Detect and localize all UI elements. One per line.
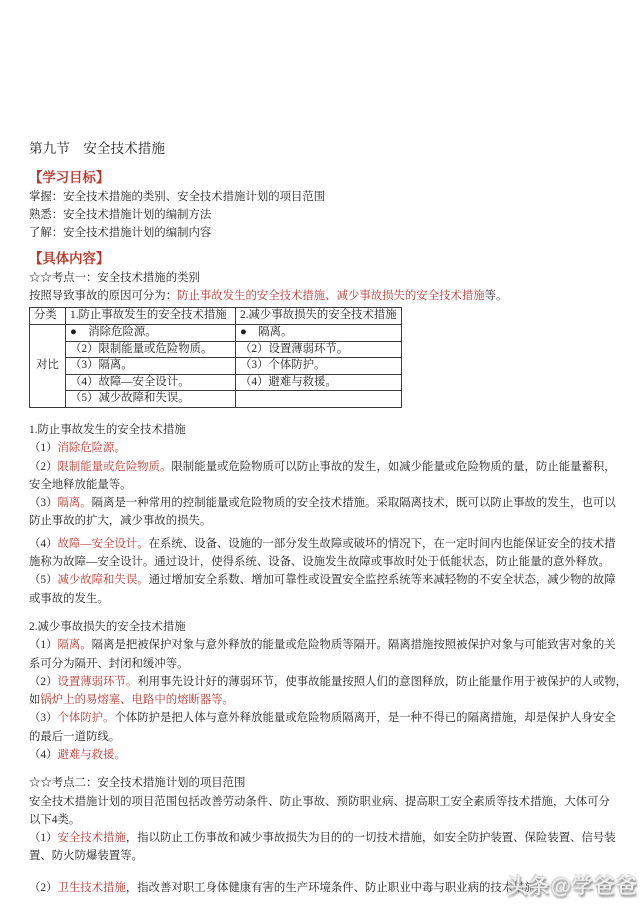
- table-row: [30, 391, 402, 408]
- content-header: 【具体内容】: [29, 251, 110, 267]
- text-line: [29, 439, 617, 457]
- text-segment: 安全技术措施计划的项目范围包括改善劳动条件、防止事故、预防职业病、提高职工安全素质等技术措施，大体可分: [29, 795, 610, 808]
- text-segment: （1）: [29, 442, 58, 455]
- text-segment: 个体防护是把人体与意外释放能量或危险物质隔离开，是一种不得已的隔离措施，却是保护人身安全: [114, 712, 616, 725]
- key-term: 设置薄弱环节。: [57, 675, 138, 688]
- table-cell: （4）避难与救援。: [236, 374, 402, 391]
- text-segment: （3）: [29, 497, 58, 510]
- text-segment: （1）: [29, 832, 58, 845]
- table-row: [30, 358, 402, 375]
- text-segment: 如: [29, 694, 41, 707]
- text-line: [29, 458, 617, 476]
- table-header-cell: 2.减少事故损失的安全技术措施: [236, 308, 402, 325]
- text-segment: 利用事先设计好的薄弱环节，使事故能量按照人们的意图释放，防止能量作用于被保护的人或物，: [137, 675, 628, 688]
- table-header-cell: 分类: [30, 308, 66, 325]
- text-segment: 1.防止事故发生的安全技术措施: [29, 423, 186, 436]
- intro-text: 按照导致事故的原因可分为：: [29, 290, 178, 303]
- kaodian1-intro: [29, 287, 617, 305]
- text-segment: （1）: [29, 639, 58, 652]
- text-line: [29, 636, 617, 654]
- text-line: [29, 494, 617, 512]
- text-segment: （4）: [29, 537, 58, 550]
- text-segment: （3）: [29, 712, 58, 725]
- key-term: 消除危险源。: [57, 442, 126, 455]
- table-cell: （2）设置薄弱环节。: [236, 341, 402, 358]
- table-cell: ● 消除危险源。: [66, 324, 236, 341]
- text-line: [29, 618, 617, 636]
- goal-item: 熟悉：安全技术措施计划的编制方法: [29, 208, 212, 221]
- key-term: 安全技术措施: [57, 832, 126, 845]
- body-paragraphs: [29, 421, 628, 897]
- text-segment: （4）: [29, 748, 58, 761]
- text-segment: 或事故的发生。: [29, 592, 109, 605]
- table-cell: [236, 391, 402, 408]
- table-cell: （3）隔离。: [66, 358, 236, 375]
- comparison-table: [29, 307, 402, 408]
- table-header-cell: 1.防止事故发生的安全技术措施: [66, 308, 236, 325]
- text-segment: （5）: [29, 574, 58, 587]
- watermark: 头条@学爸爸: [506, 875, 638, 898]
- text-segment: 在系统、设备、设施的一部分发生故障或破坏的情况下，在一定时间内也能保证安全的技术措: [148, 537, 616, 550]
- text-segment: 以下4类。: [29, 813, 81, 826]
- text-line: [29, 590, 617, 608]
- document-content: [29, 140, 628, 897]
- text-segment: （2）: [29, 460, 58, 473]
- table-cell: ● 隔离。: [236, 324, 402, 341]
- text-line: [29, 476, 617, 494]
- text-segment: （2）: [29, 881, 58, 894]
- text-segment: ☆☆考点二：安全技术措施计划的项目范围: [29, 777, 246, 790]
- text-line: [29, 512, 617, 530]
- key-term: 故障—安全设计。: [57, 537, 149, 550]
- intro-key-terms: 防止事故发生的安全技术措施、减少事故损失的安全技术措施: [177, 290, 485, 303]
- section-title: 第九节 安全技术措施: [29, 141, 165, 156]
- text-line: [29, 421, 617, 439]
- key-term: 锅炉上的易熔塞、电路中的熔断器等。: [40, 694, 235, 707]
- text-line: [29, 811, 617, 829]
- text-segment: ，指以防止工伤事故和减少事故损失为目的的一切技术措施，如安全防护装置、保险装置、信号装: [125, 832, 616, 845]
- text-segment: 防止事故的扩大，减少事故的损失。: [29, 515, 212, 528]
- table-header-row: [30, 308, 402, 325]
- kaodian1-title: ☆☆考点一：安全技术措施的类别: [29, 271, 200, 284]
- text-line: [29, 673, 628, 691]
- goal-item: 了解：安全技术措施计划的编制内容: [29, 227, 212, 240]
- text-line: [29, 655, 617, 673]
- text-segment: 限制能量或危险物质可以防止事故的发生，如减少能量或危险物质的量，防止能量蓄积，: [171, 460, 616, 473]
- text-segment: 隔离是一种常用的控制能量或危险物质的安全技术措施。采取隔离技术，既可以防止事故的发生，也可以: [91, 497, 616, 510]
- key-term: 卫生技术措施: [57, 881, 126, 894]
- text-segment: 通过增加安全系数、增加可靠性或设置安全监控系统等来减轻物的不安全状态，减少物的故障: [148, 574, 616, 587]
- text-line: [29, 793, 617, 811]
- learning-goals-header: 【学习目标】: [29, 170, 110, 186]
- text-segment: 隔离是把被保护对象与意外释放的能量或危险物质等隔开。隔离措施按照被保护对象与可能致害对象的关: [91, 639, 616, 652]
- text-line: [29, 709, 617, 727]
- text-segment: 置、防火防爆装置等。: [29, 850, 143, 863]
- text-segment: ，指改善对职工身体健康有害的生产环境条件、防止职业中毒与职业病的技术措施: [125, 881, 536, 894]
- key-term: 避难与救援。: [57, 748, 126, 761]
- key-term: 隔离。: [57, 497, 92, 510]
- key-term: 减少故障和失误。: [57, 574, 149, 587]
- table-cell: （2）限制能量或危险物质。: [66, 341, 236, 358]
- table-cell: （4）故障—安全设计。: [66, 374, 236, 391]
- table-cell: （5）减少故障和失误。: [66, 391, 236, 408]
- goal-item: 掌握：安全技术措施的类别、安全技术措施计划的项目范围: [29, 190, 326, 203]
- text-line: [29, 829, 617, 847]
- text-line: [29, 691, 617, 709]
- text-line: [29, 746, 617, 764]
- table-row-label: 对比: [30, 324, 66, 407]
- text-segment: 的最后一道防线。: [29, 730, 121, 743]
- text-line: [29, 535, 617, 553]
- table-row: [30, 374, 402, 391]
- intro-tail: 等。: [484, 290, 508, 303]
- table-cell: （3）个体防护。: [236, 358, 402, 375]
- text-segment: 施称为故障—安全设计。通过设计，使得系统、设备、设施发生故障或事故时处于低能状态，防止能量的意外释放。: [29, 556, 610, 569]
- table-row: [30, 324, 402, 341]
- learning-goals-list: [29, 188, 617, 243]
- table-row: [30, 341, 402, 358]
- text-line: [29, 553, 617, 571]
- text-line: [29, 571, 617, 589]
- text-segment: 安全地释放能量等。: [29, 478, 132, 491]
- text-segment: 2.减少事故损失的安全技术措施: [29, 620, 186, 633]
- text-line: [29, 774, 617, 792]
- key-term: 限制能量或危险物质。: [57, 460, 172, 473]
- text-line: [29, 847, 617, 865]
- text-line: [29, 728, 617, 746]
- text-segment: （2）: [29, 675, 58, 688]
- text-segment: 系可分为隔开、封闭和缓冲等。: [29, 657, 189, 670]
- key-term: 个体防护。: [57, 712, 115, 725]
- key-term: 隔离。: [57, 639, 92, 652]
